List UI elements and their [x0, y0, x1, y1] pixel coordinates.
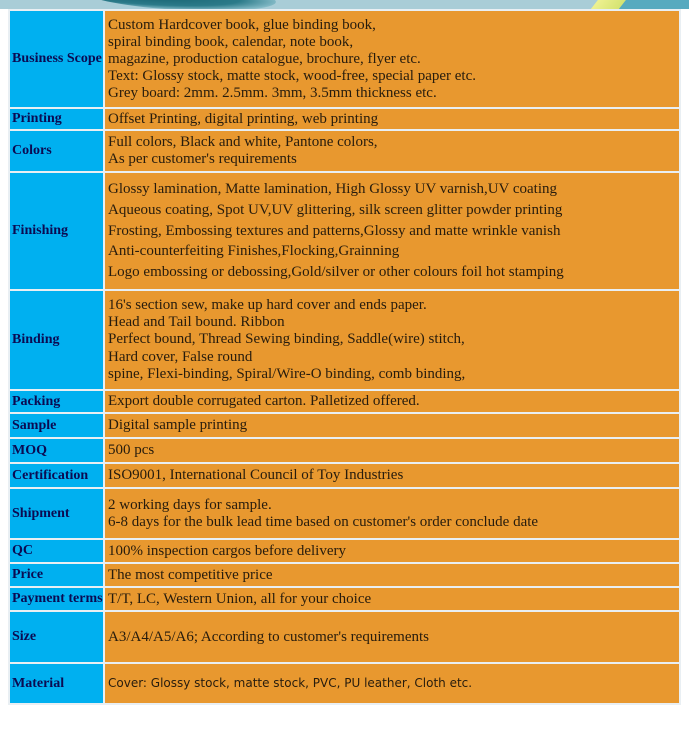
table-row-moq [9, 438, 680, 463]
row-value-finishing [104, 172, 680, 290]
table-row-payment-terms [9, 587, 680, 611]
row-label-business-scope: Business Scope [9, 10, 104, 108]
row-value-size [104, 611, 680, 663]
table-row-qc [9, 539, 680, 563]
value-line: Perfect bound, Thread Sewing binding, Saddle(wire) stitch, [108, 331, 465, 348]
strip-dark-swoosh-shape [85, 0, 276, 9]
row-label-qc: QC [9, 539, 104, 563]
value-line: Grey board: 2mm. 2.5mm. 3mm, 3.5mm thickness etc. [108, 84, 437, 101]
table-row-business-scope [9, 10, 680, 108]
table-row-binding [9, 290, 680, 390]
value-line: ISO9001, International Council of Toy Industries [108, 467, 404, 483]
row-label-certification: Certification [9, 463, 104, 488]
table-row-shipment [9, 488, 680, 539]
row-value-price [104, 563, 680, 587]
value-line: Full colors, Black and white, Pantone colors, [108, 134, 378, 150]
row-label-price: Price [9, 563, 104, 587]
background-photo-strip [0, 0, 689, 9]
table-row-size [9, 611, 680, 663]
value-line: Frosting, Embossing textures and patterns,Glossy and matte wrinkle vanish [108, 222, 561, 239]
value-line: 100% inspection cargos before delivery [108, 542, 346, 559]
row-label-binding: Binding [9, 290, 104, 390]
value-line: Custom Hardcover book, glue binding book, [108, 16, 376, 33]
table-row-certification [9, 463, 680, 488]
row-label-shipment: Shipment [9, 488, 104, 539]
row-value-certification [104, 463, 680, 488]
table-row-sample [9, 413, 680, 438]
row-value-shipment [104, 488, 680, 539]
row-value-payment-terms [104, 587, 680, 611]
row-label-packing: Packing [9, 390, 104, 413]
row-label-sample: Sample [9, 413, 104, 438]
row-value-packing [104, 390, 680, 413]
row-value-moq [104, 438, 680, 463]
table-row-packing [9, 390, 680, 413]
value-line: Hard cover, False round [108, 348, 253, 365]
row-value-sample [104, 413, 680, 438]
value-line: Head and Tail bound. Ribbon [108, 314, 285, 331]
table-row-printing [9, 108, 680, 130]
table-row-material [9, 663, 680, 704]
table-row-price [9, 563, 680, 587]
row-label-printing: Printing [9, 108, 104, 130]
row-label-material: Material [9, 663, 104, 704]
value-line: 6-8 days for the bulk lead time based on customer's order conclude date [108, 513, 539, 530]
value-line: T/T, LC, Western Union, all for your choice [108, 590, 372, 607]
value-line: Export double corrugated carton. Palletized offered. [108, 393, 420, 409]
row-value-binding [104, 290, 680, 390]
row-label-finishing: Finishing [9, 172, 104, 290]
table-row-colors [9, 130, 680, 172]
row-value-business-scope [104, 10, 680, 108]
value-line: Text: Glossy stock, matte stock, wood-free, special paper etc. [108, 67, 476, 84]
row-value-printing [104, 108, 680, 130]
table-row-finishing [9, 172, 680, 290]
value-line: Glossy lamination, Matte lamination, High Glossy UV varnish,UV coating [108, 181, 557, 197]
value-line: Aqueous coating, Spot UV,UV glittering, silk screen glitter powder printing [108, 201, 563, 218]
value-line: 2 working days for sample. [108, 496, 272, 513]
row-label-colors: Colors [9, 130, 104, 172]
value-line: 500 pcs [108, 442, 155, 458]
value-line: 16's section sew, make up hard cover and ends paper. [108, 296, 427, 313]
row-label-size: Size [9, 611, 104, 663]
value-line: Anti-counterfeiting Finishes,Flocking,Grainning [108, 243, 400, 260]
value-line: As per customer's requirements [108, 151, 297, 167]
value-line: The most competitive price [108, 566, 273, 583]
value-line: Cover: Glossy stock, matte stock, PVC, PU leather, Cloth etc. [108, 676, 473, 690]
value-line: magazine, production catalogue, brochure, flyer etc. [108, 50, 421, 67]
value-line: Offset Printing, digital printing, web printing [108, 110, 379, 127]
row-value-material [104, 663, 680, 704]
row-label-moq: MOQ [9, 438, 104, 463]
strip-teal-wedge-shape [617, 0, 689, 9]
row-value-colors [104, 130, 680, 172]
value-line: spine, Flexi-binding, Spiral/Wire-O binding, comb binding, [108, 365, 466, 382]
row-value-qc [104, 539, 680, 563]
row-label-payment-terms: Payment terms [9, 587, 104, 611]
value-line: A3/A4/A5/A6; According to customer's requirements [108, 628, 429, 645]
product-spec-table [8, 9, 681, 705]
value-line: spiral binding book, calendar, note book, [108, 33, 354, 50]
value-line: Digital sample printing [108, 417, 248, 433]
value-line: Logo embossing or debossing,Gold/silver or other colours foil hot stamping [108, 264, 564, 281]
spec-table-body [9, 10, 680, 704]
